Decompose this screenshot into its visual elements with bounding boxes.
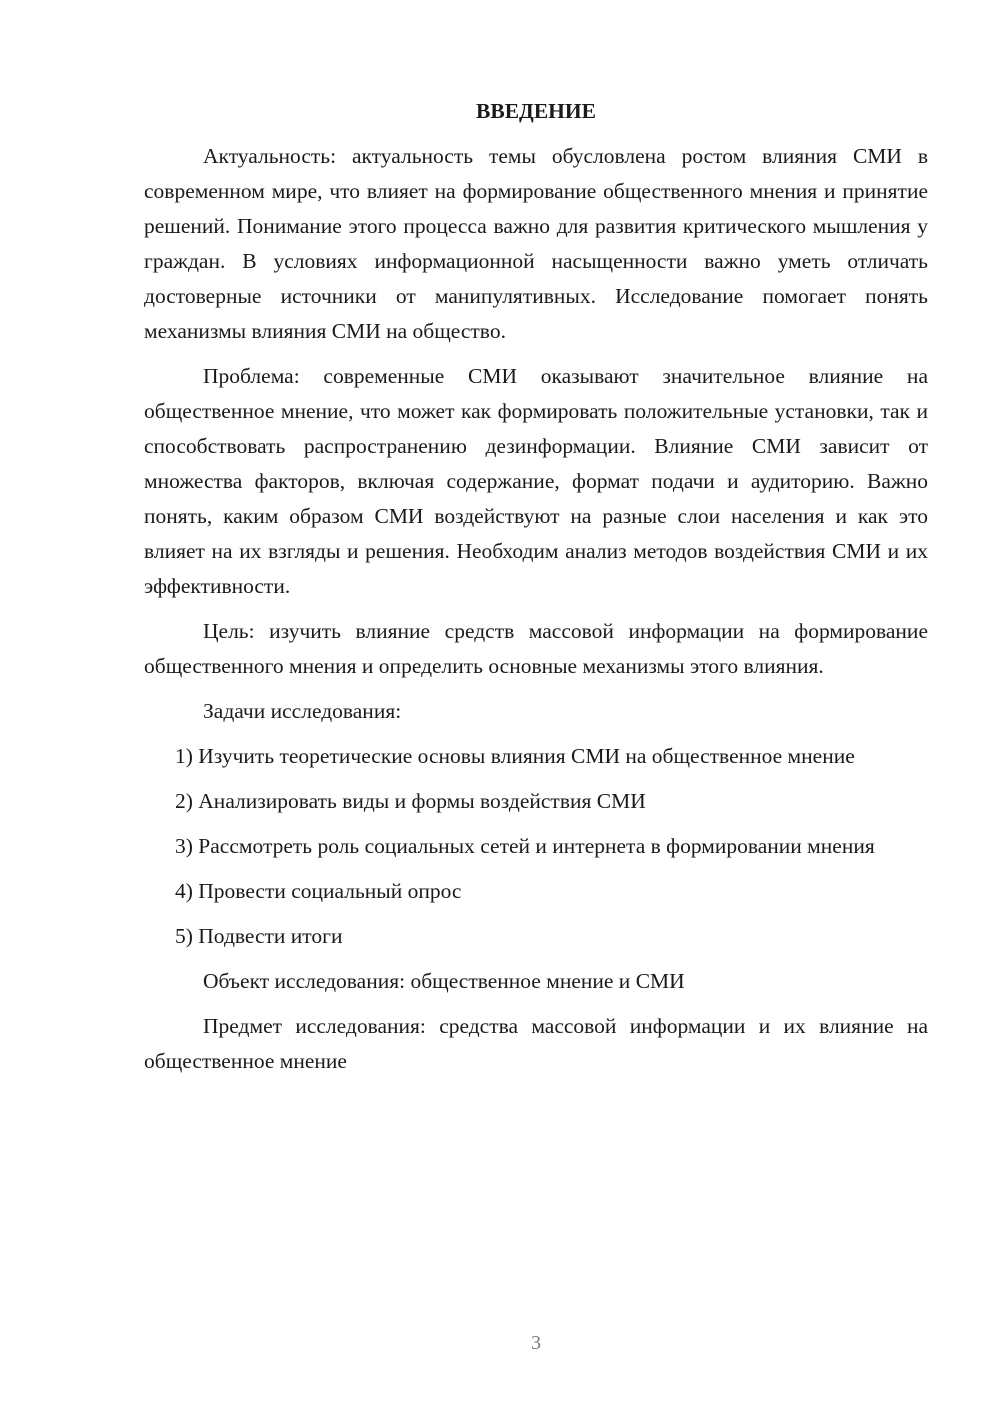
- problem-paragraph: Проблема: современные СМИ оказывают значительное влияние на общественное мнение, что может как формировать положительные установки, так и способствовать распространению дезинформации. Влияние СМИ зависит от множества факторов, включая содержание, формат подачи и аудиторию. Важно понять, каким образом СМИ воздействуют на разные слои населения и как это влияет на их взгляды и решения. Необходим анализ методов воздействия СМИ и их эффективности.: [144, 364, 928, 598]
- task-item: 4) Провести социальный опрос: [175, 879, 462, 903]
- task-item: 1) Изучить теоретические основы влияния СМИ на общественное мнение: [175, 744, 855, 768]
- task-item: 3) Рассмотреть роль социальных сетей и интернета в формировании мнения: [175, 834, 875, 858]
- document-page: [144, 94, 928, 1089]
- task-item: 5) Подвести итоги: [175, 924, 343, 948]
- goal-paragraph: Цель: изучить влияние средств массовой информации на формирование общественного мнения и определить основные механизмы этого влияния.: [144, 619, 928, 678]
- page-title: ВВЕДЕНИЕ: [476, 99, 596, 123]
- tasks-heading: Задачи исследования:: [203, 699, 402, 723]
- page-number: 3: [531, 1332, 541, 1354]
- subject-paragraph: Предмет исследования: средства массовой информации и их влияние на общественное мнение: [144, 1014, 928, 1073]
- object-paragraph: Объект исследования: общественное мнение и СМИ: [203, 969, 685, 993]
- relevance-paragraph: Актуальность: актуальность темы обусловлена ростом влияния СМИ в современном мире, что влияет на формирование общественного мнения и принятие решений. Понимание этого процесса важно для развития критического мышления у граждан. В условиях информационной насыщенности важно уметь отличать достоверные источники от манипулятивных. Исследование помогает понять механизмы влияния СМИ на общество.: [144, 144, 928, 343]
- task-item: 2) Анализировать виды и формы воздействия СМИ: [175, 789, 646, 813]
